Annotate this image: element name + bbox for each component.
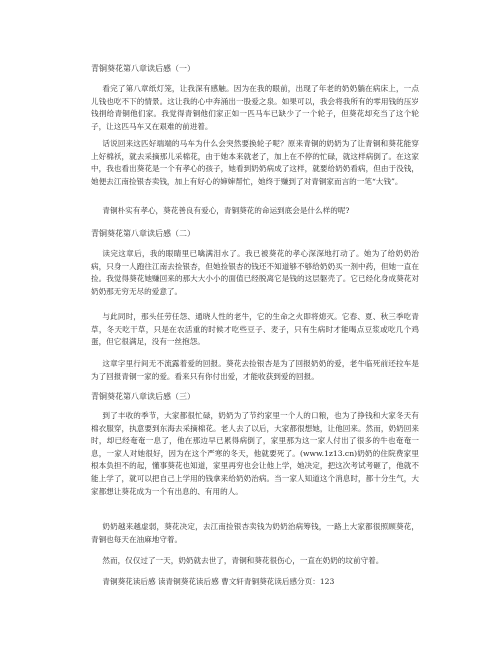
- related-links: 青铜葵花读后感 读青铜葵花读后感 曹文轩青铜葵花读后感分页：123: [102, 577, 335, 586]
- body-paragraph: 奶奶越来越虚弱，葵花决定，去江南捡银杏卖钱为奶奶治病筹钱，一路上大家都很照顾葵花，青铜也每天在油麻地守着。: [91, 522, 419, 544]
- section-heading: 青铜葵花第八章读后感（二）: [91, 229, 195, 238]
- body-paragraph: 与此同时，那头任劳任怨、通晓人性的老牛，它的生命之火即将熄灭。它春、夏、秋三季吃青草，冬天吃干草，只是在农活重的时候才吃些豆子、麦子，只有生病时才能喝点豆浆或吃几个鸡蛋，但它很满足，没有一丝抱怨。: [91, 312, 419, 347]
- body-paragraph: 然而，仅仅过了一天，奶奶就去世了，青铜和葵花很伤心，一直在奶奶的坟前守着。: [102, 556, 384, 565]
- body-paragraph: 青铜朴实有孝心，葵花善良有爱心，青铜葵花的命运到底会是什么样的呢?: [102, 206, 350, 215]
- body-paragraph: 这章字里行间无不流露着爱的回报。葵花去捡银杏是为了回报奶奶的爱，老牛临死前还拉车是为了回报青铜一家的爱。看来只有你付出爱，才能收获到爱的回报。: [91, 359, 419, 381]
- body-paragraph: 看完了第八章纸灯笼，让我深有感触。因为在我的眼前，出现了年老的奶奶躺在病床上，一点儿钱也吃不下的情景。这让我的心中奔涌出一股爱之泉。如果可以，我会将我所有的零用钱的压岁钱捐给青铜他们家。我觉得青铜他们家正如一匹马车已缺少了一个轮子，但葵花却充当了这个轮子，让这匹马车又在艰难的前进着。: [91, 84, 419, 131]
- body-paragraph: 到了丰收的季节，大家都很忙碌，奶奶为了节约家里一个人的口粮，也为了挣钱和大家冬天有棉衣服穿，执意要到东海去采摘棉花。老人去了以后，大家都很想她，让他回来。然而，奶奶回来时，却已经奄奄一息了，他在那边早已累得病倒了，家里那为这一家人付出了很多的牛也奄奄一息，一家人对她很好，因为在这个严寒的冬天，他就要死了。(www.1z13.cn)奶奶的住院费家里根本负担不的起，懂事葵花也知道，家里再穷也会让他上学，她决定，把这次考试考砸了，他就不能上学了，就可以把自己上学用的钱拿来给奶奶治病。当一家人知道这个消息时，都十分生气，大家都想让葵花成为一个有出息的、有用的人。: [91, 411, 419, 496]
- section-heading: 青铜葵花第八章读后感（一）: [91, 64, 195, 73]
- section-heading: 青铜葵花第八章读后感（三）: [91, 392, 195, 401]
- body-paragraph: 读完这章后，我的眼睛里已噙满泪水了。我已被葵花的孝心深深地打动了。她为了给奶奶治病，只身一人跑往江南去捡银杏，但她捡银杏的钱还不知道够不够给奶奶买一剂中药，但她一直在捡。我觉得葵花她赚回来的那大大小小的面值已经脱离它是钱的这层躯壳了。它已经化身成葵花对奶奶那无穷无尽的爱意了。: [91, 249, 419, 296]
- body-paragraph: 话说回来这匹好端端的马车为什么会突然要换轮子呢？原来青铜的奶奶为了让青铜和葵花能穿上好棉袄，就去采摘那儿采棉花，由于她本来就老了，加上在不停的忙碌，就这样病倒了。在这家中，我也看出葵花是一个有孝心的孩子，她看到奶奶病成了这样，就要给奶奶看病，但由于没钱，她便去江南捡银杏卖钱，加上有好心的婶婶帮忙，她终于赚到了对青铜家而言的一笔“大钱”。: [91, 139, 419, 186]
